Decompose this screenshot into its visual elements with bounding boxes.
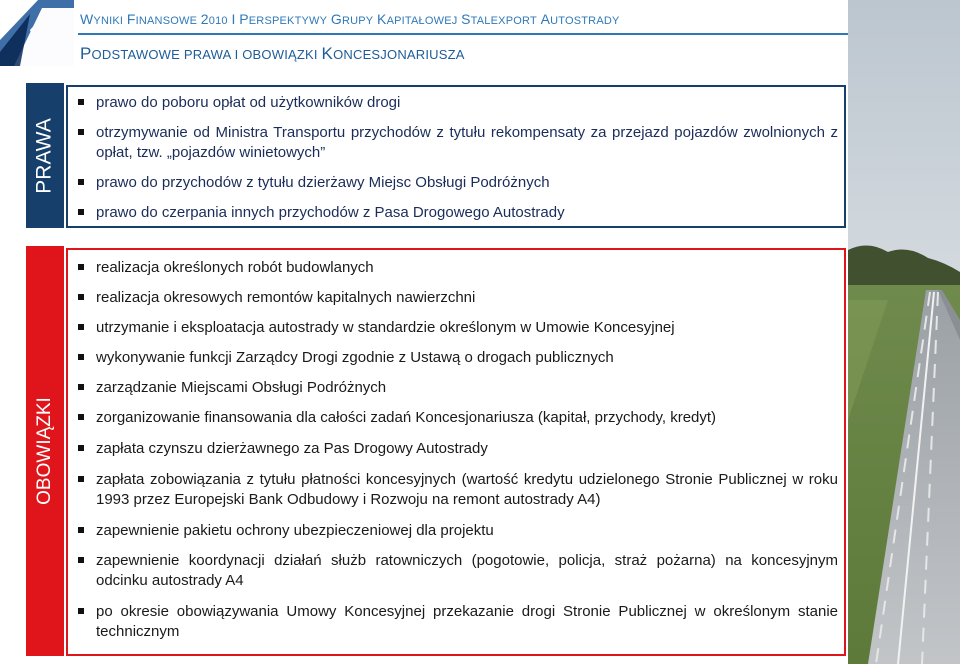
title-word: FINANSOWE — [126, 11, 198, 27]
title-word: PERSPEKTYWY — [239, 11, 328, 27]
prawa-item: prawo do przychodów z tytułu dzierżawy Miejsc Obsługi Podróżnych — [96, 173, 838, 193]
obowiazki-section-label — [26, 246, 64, 656]
prawa-item: otrzymywanie od Ministra Transportu przychodów z tytułu rekompensaty za przejazd pojazdów zwolnionych z opłat, tzw. „pojazdów winietowych” — [96, 124, 838, 161]
prawa-item: prawo do poboru opłat od użytkowników drogi — [96, 93, 838, 113]
obowiazki-item: zapłata zobowiązania z tytułu płatności koncesyjnych (wartość kredytu udzielonego Stronie Publicznej w roku 1993 przez Europejski Bank Odbudowy i Rozwoju na remont autostrady A4) — [96, 471, 838, 508]
obowiazki-item: zapewnienie koordynacji działań służb ratowniczych (pogotowie, policja, straż pożarna) na koncesyjnym odcinku autostrady A4 — [96, 552, 838, 589]
title-word: AUTOSTRADY — [540, 11, 620, 27]
obowiazki-item: wykonywanie funkcji Zarządcy Drogi zgodnie z Ustawą o drogach publicznych — [96, 348, 838, 368]
subtitle-part: P — [80, 44, 92, 63]
slide-subtitle — [80, 44, 465, 64]
highway-photo — [848, 0, 960, 664]
obowiazki-list-box — [66, 248, 846, 656]
prawa-list-box — [66, 85, 846, 228]
title-word: GRUPY — [330, 11, 374, 27]
obowiazki-item: zarządzanie Miejscami Obsługi Podróżnych — [96, 378, 838, 398]
obowiazki-item: utrzymanie i eksploatacja autostrady w standardzie określonym w Umowie Koncesyjnej — [96, 318, 838, 338]
prawa-item: prawo do czerpania innych przychodów z Pasa Drogowego Autostrady — [96, 203, 838, 223]
title-word: I — [231, 11, 236, 27]
obowiazki-item: zorganizowanie finansowania dla całości zadań Koncesjonariusza (kapitał, przychody, kredyt) — [96, 408, 838, 428]
title-word: KAPITAŁOWEJ — [377, 11, 458, 27]
title-word: 2010 — [200, 11, 228, 27]
stalexport-logo-icon — [0, 0, 74, 66]
subtitle-part: K — [321, 44, 334, 63]
obowiazki-label-text: OBOWIĄZKI — [34, 397, 55, 505]
obowiazki-item: realizacja określonych robót budowlanych — [96, 258, 838, 278]
obowiazki-item: zapłata czynszu dzierżawnego za Pas Drogowy Autostrady — [96, 439, 838, 459]
header-divider — [78, 33, 850, 35]
prawa-label-text: PRAWA — [33, 117, 57, 194]
subtitle-part: ODSTAWOWE PRAWA I OBOWIĄZKI — [91, 47, 322, 62]
obowiazki-item: zapewnienie pakietu ochrony ubezpieczeniowej dla projektu — [96, 521, 838, 541]
prawa-section-label — [26, 83, 64, 228]
subtitle-part: ONCESJONARIUSZA — [333, 47, 465, 62]
title-word: STALEXPORT — [461, 11, 537, 27]
obowiazki-item: po okresie obowiązywania Umowy Koncesyjnej przekazanie drogi Stronie Publicznej w określonym stanie technicznym — [96, 603, 838, 640]
title-word: WYNIKI — [80, 11, 124, 27]
obowiazki-item: realizacja okresowych remontów kapitalnych nawierzchni — [96, 288, 838, 308]
presentation-title — [80, 11, 620, 27]
